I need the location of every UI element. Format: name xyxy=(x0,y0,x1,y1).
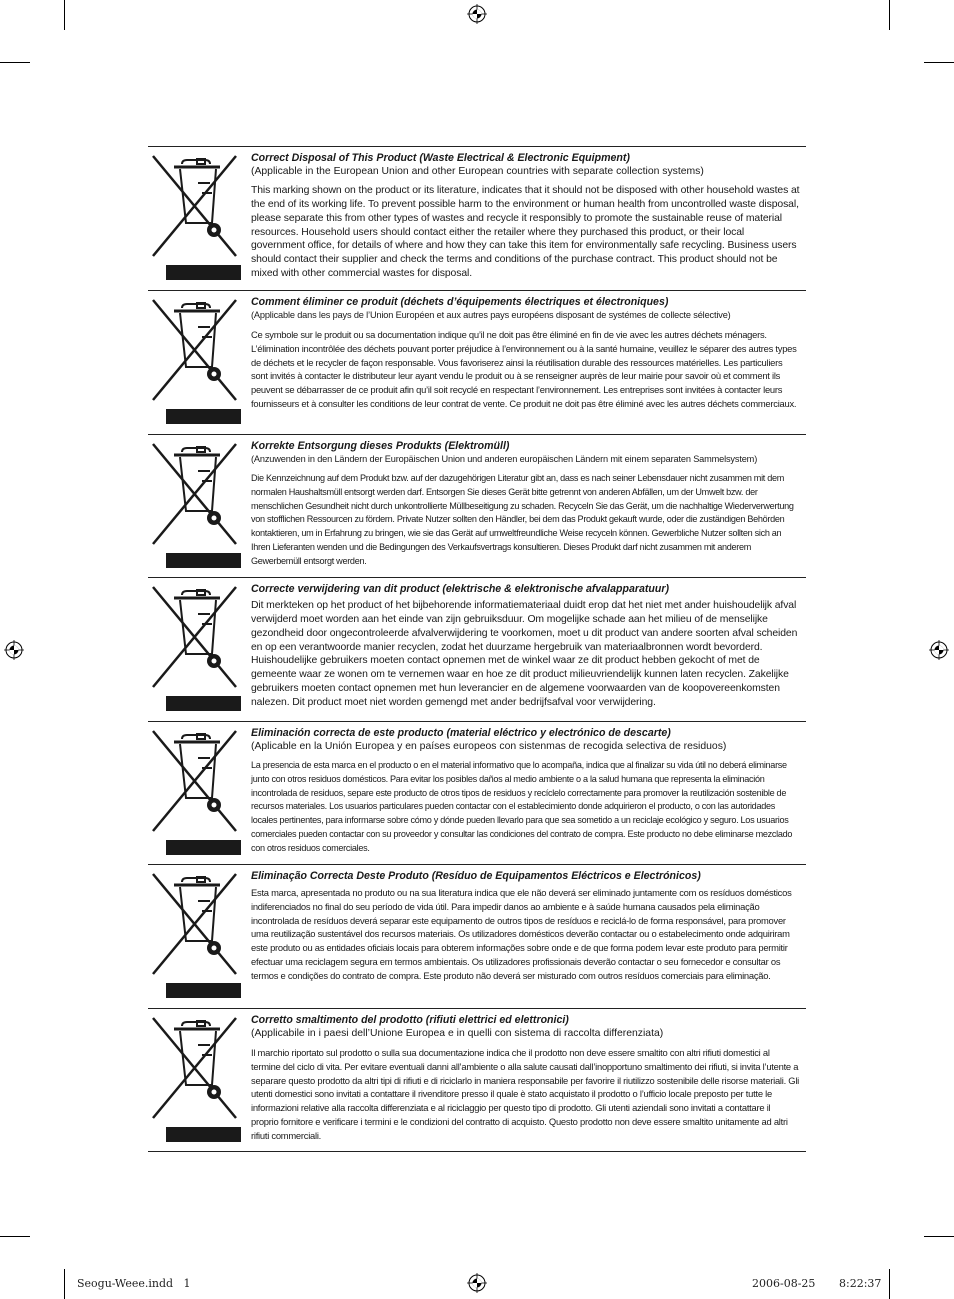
black-bar xyxy=(166,840,241,855)
black-bar xyxy=(166,983,241,998)
section-title: Correcte verwijdering van dit product (elektrische & elektronische afvalapparatuur) xyxy=(251,583,669,595)
crossed-out-wheeled-bin-icon xyxy=(150,295,240,427)
section-body: Il marchio riportato sul prodotto o sulla sua documentazione indica che il prodotto non deve essere smaltito con altri rifiuti domestici al termine del ciclo di vita. Per evitare eventuali danni all’ambiente o alla salute causati dall’inopportuno smaltimento dei rifiuti, si invita l’utente a separare questo prodotto da altri tipi di rifiuti e di riciclarlo in maniera responsabile per favorire il riutilizzo sostenibile delle risorse materiali. Gli utenti domestici sono invitati a contattare il rivenditore presso il quale è stato acquistato il prodotto o l’ufficio locale preposto per tutte le informazioni relative alla raccolta differenziata e al riciclaggio per questo tipo di prodotto. Gli utenti aziendali sono invitati a contattare il proprio fornitore e verificare i termini e le condizioni del contratto di acquisto. Questo prodotto non deve essere smaltito unitamente ad altri rifiuti commerciali. xyxy=(251,1047,799,1141)
black-bar xyxy=(166,265,241,280)
registration-mark-icon xyxy=(929,640,949,660)
footer-time: 8:22:37 xyxy=(839,1277,882,1290)
crop-mark xyxy=(0,62,30,63)
crop-mark xyxy=(889,1269,890,1299)
crossed-out-wheeled-bin-icon xyxy=(150,726,240,858)
section-body: Die Kennzeichnung auf dem Produkt bzw. auf der dazugehörigen Literatur gibt an, dass es nach seiner Lebensdauer nicht zusammen mit dem normalen Haushaltsmüll entsorgt werden darf. Entsorgen Sie dieses Gerät bitte getrennt von anderen Abfällen, um der Umwelt bzw. der menschlichen Gesundheit nicht durch unkontrollierte Müllbeseitigung zu schaden. Recyceln Sie das Gerät, um die nachhaltige Wiederverwertung von stofflichen Ressourcen zu fördern. Private Nutzer sollten den Händler, bei dem das Produkt gekauft wurde, oder die zuständigen Behörden kontaktieren, um in Erfahrung zu bringen, wie sie das Gerät auf umweltfreundliche Weise recyceln können. Gewerbliche Nutzer sollten sich an Ihren Lieferanten wenden und die Bedingungen des Verkaufsvertrags konsultieren. Dieses Produkt darf nicht zusammen mit anderem Gewerbemüll entsorgt werden. xyxy=(251,473,794,566)
black-bar xyxy=(166,1127,241,1142)
black-bar xyxy=(166,409,241,424)
section-body: Dit merkteken op het product of het bijbehorende informatiemateriaal duidt erop dat het niet met ander huishoudelijk afval verwijderd moet worden aan het einde van zijn gebruiksduur. Om mogelijke schade aan het milieu of de menselijke gezondheid door ongecontroleerde afvalverwijdering te voorkomen, moet u dit product van andere soorten afval scheiden en op een verantwoorde manier recyclen, zodat het duurzame hergebruik van materiaalbronnen wordt bevorderd. Huishoudelijke gebruikers moeten contact opnemen met de winkel waar ze dit product hebben gekocht of met de gemeente waar ze wonen om te vernemen waar en hoe ze dit product milieuvriendelijk kunnen laten recyclen. Zakelijke gebruikers moeten contact opnemen met hun leverancier en de algemene voorwaarden van de koopovereenkomsten nalezen. Dit product moet niet worden gemengd met ander bedrijfsafval voor verwijdering. xyxy=(251,600,798,708)
section-title: Eliminación correcta de este producto (material eléctrico y electrónico de descarte) xyxy=(251,727,671,739)
footer-filename: Seogu-Weee.indd 1 xyxy=(77,1277,191,1290)
crop-mark xyxy=(924,1236,954,1237)
weee-section-english xyxy=(148,146,806,290)
registration-mark-icon xyxy=(4,640,24,660)
crop-mark xyxy=(924,62,954,63)
registration-mark-icon xyxy=(467,4,487,24)
section-title: Eliminação Correcta Deste Produto (Resíduo de Equipamentos Eléctricos e Electrónicos) xyxy=(251,870,701,882)
section-title: Korrekte Entsorgung dieses Produkts (Elektromüll) xyxy=(251,440,510,452)
section-subtitle: (Aplicable en la Unión Europea y en países europeos con sistenmas de recogida selectiva de residuos) xyxy=(251,741,727,752)
section-body: La presencia de esta marca en el producto o en el material informativo que lo acompaña, indica que al finalizar su vida útil no deberá eliminarse junto con otros residuos domésticos. Para evitar los posibles daños al medio ambiente o a la salud humana que representa la eliminación incontrolada de residuos, separe este producto de otros tipos de residuos y recíclelo correctamente para promover la reutilización sostenible de recursos materiales. Los usuarios particulares pueden contactar con el establecimiento donde adquirieron el producto, o con las autoridades locales pertinentes, para informarse sobre cómo y dónde pueden llevarlo para que sea sometido a un reciclaje ecológico y seguro. Los usuarios comerciales pueden contactar con su proveedor y consultar las condiciones del contrato de compra. Este producto no debe eliminarse mezclado con otros residuos comerciales. xyxy=(251,760,793,853)
black-bar xyxy=(166,553,241,568)
weee-section-french xyxy=(148,290,806,434)
section-title: Correct Disposal of This Product (Waste Electrical & Electronic Equipment) xyxy=(251,152,630,164)
crop-mark xyxy=(64,1269,65,1299)
section-title: Corretto smaltimento del prodotto (rifiuti elettrici ed elettronici) xyxy=(251,1014,569,1026)
weee-section-german xyxy=(148,434,806,578)
crossed-out-wheeled-bin-icon xyxy=(150,1013,240,1145)
crossed-out-wheeled-bin-icon xyxy=(150,151,240,283)
section-subtitle: (Anzuwenden in den Ländern der Europäischen Union und anderen europäischen Ländern mit einem separaten Sammelsystem) xyxy=(251,454,758,464)
black-bar xyxy=(166,696,241,711)
section-body: This marking shown on the product or its literature, indicates that it should not be disposed with other household wastes at the end of its working life. To prevent possible harm to the environment or human health from uncontrolled waste disposal, please separate this from other types of wastes and recycle it responsibly to promote the sustainable reuse of material resources. Household users should contact either the retailer where they purchased this product, or their local government office, for details of where and how they can take this item for environmentally safe recycling. Business users should contact their supplier and check the terms and conditions of the purchase contract. This product should not be mixed with other commercial wastes for disposal. xyxy=(251,185,800,280)
section-body: Ce symbole sur le produit ou sa documentation indique qu’il ne doit pas être éliminé en fin de vie avec les autres déchets ménagers. L’élimination incontrôlée des déchets pouvant porter préjudice à l’environnement ou à la santé humaine, veuillez le séparer des autres types de déchets et le recycler de façon responsable. Vous favoriserez ainsi la réutilisation durable des ressources matérielles. Les particuliers sont invités à contacter le distributeur leur ayant vendu le produit ou à se renseigner auprès de leur mairie pour savoir où et comment ils peuvent se débarrasser de ce produit afin qu’il soit recyclé en respectant l’environnement. Les entreprises sont invitées à contacter leurs fournisseurs et à consulter les conditions de leur contrat de vente. Ce produit ne doit pas être éliminé avec les autres déchets commerciaux. xyxy=(251,329,797,409)
weee-section-portuguese xyxy=(148,864,806,1008)
crossed-out-wheeled-bin-icon xyxy=(150,869,240,1001)
section-subtitle: (Applicable dans les pays de l’Union Européen et aux autres pays européens disposant de systémes de collecte sélective) xyxy=(251,310,731,320)
crop-mark xyxy=(889,0,890,30)
weee-section-spanish xyxy=(148,721,806,865)
weee-section-dutch xyxy=(148,577,806,721)
crossed-out-wheeled-bin-icon xyxy=(150,439,240,571)
section-title: Comment éliminer ce produit (déchets d’équipements électriques et électroniques) xyxy=(251,296,669,308)
section-body: Esta marca, apresentada no produto ou na sua literatura indica que ele não deverá ser eliminado juntamente com os resíduos domésticos indiferenciados no final do seu período de vida útil. Para impedir danos ao ambiente e à saúde humana causados pela eliminação incontrolada de resíduos deverá separar este equipamento de outros tipos de resíduos e reciclá-lo de forma responsável, para promover uma reutilização sustentável dos recursos materiais. Os utilizadores domésticos deverão contactar ou o estabelecimento onde adquiriram este produto ou as entidades oficiais locais para obterem informações sobre onde e de que forma podem levar este produto para permitir efectuar uma reciclagem segura em termos ambientais. Os utilizadores profissionais deverão contactar o seu fornecedor e consultar os termos e condições do contrato de compra. Este produto não deverá ser misturado com outros resíduos comerciais para eliminação. xyxy=(251,887,792,981)
crop-mark xyxy=(0,1236,30,1237)
crossed-out-wheeled-bin-icon xyxy=(150,582,240,714)
footer-date: 2006-08-25 xyxy=(752,1277,816,1290)
section-subtitle: (Applicable in the European Union and other European countries with separate collection systems) xyxy=(251,166,704,177)
weee-section-italian xyxy=(148,1008,806,1152)
section-subtitle: (Applicabile in i paesi dell’Unione Europea e in quelli con sistema di raccolta differenziata) xyxy=(251,1028,664,1039)
registration-mark-icon xyxy=(467,1273,487,1293)
crop-mark xyxy=(64,0,65,30)
